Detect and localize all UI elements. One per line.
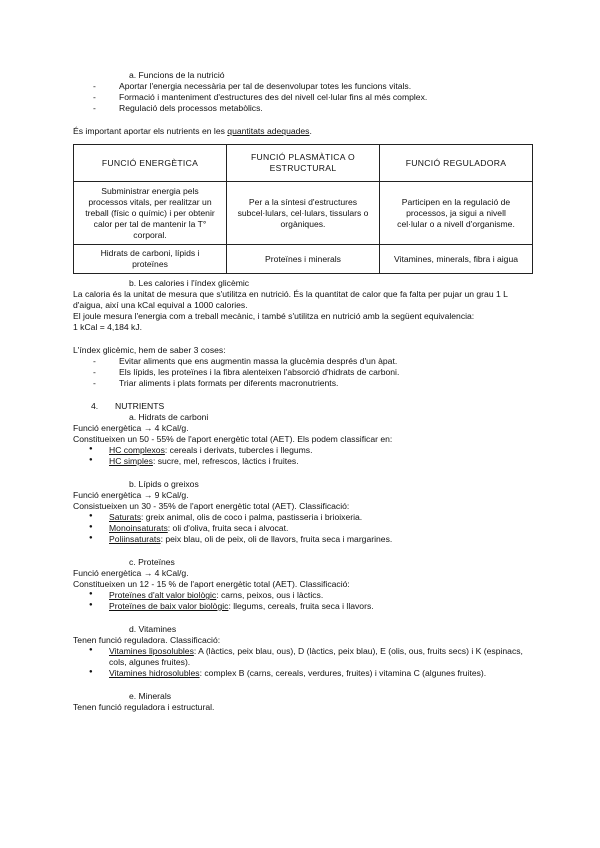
list-item: - Triar aliments i plats formats per diferents macronutrients. — [73, 378, 533, 389]
minerals-title: e. Minerals — [129, 691, 172, 701]
minerals-function: Tenen funció reguladora i estructural. — [73, 702, 215, 712]
table-cell: Subministrar energia pels processos vitals, per realitzar un treball (físic o químic) i per obtenir calor per tal de mantenir la T° corporal. — [74, 182, 227, 245]
functions-table — [73, 144, 533, 274]
carbs-function: Funció energètica → 4 kCal/g. — [73, 423, 189, 433]
table-header: FUNCIÓ PLASMÀTICA O ESTRUCTURAL — [227, 145, 380, 182]
nutrition-functions-list — [73, 81, 533, 114]
proteins-aet: Constitueixen un 12 - 15 % de l'aport energètic total (AET). Classificació: — [73, 579, 350, 589]
joule-paragraph: El joule mesura l'energia com a treball mecànic, i també s'utilitza en nutrició amb la següent equivalencia: — [73, 311, 475, 321]
calorie-paragraph: La caloria és la unitat de mesura que s'utilitza en nutrició. És la quantitat de calor que fa falta per pujar un grau 1 L d'aigua, així una kCal equival a 1000 calories. — [73, 289, 508, 310]
table-header: FUNCIÓ ENERGÈTICA — [74, 145, 227, 182]
table-cell: Vitamines, minerals, fibra i aigua — [380, 245, 533, 274]
vitamins-title: d. Vitamines — [129, 624, 177, 634]
table-cell: Proteïnes i minerals — [227, 245, 380, 274]
list-item: ● Saturats: greix animal, olis de coco i palma, pastisseria i brioixeria. — [73, 512, 533, 523]
quantities-link: quantitats adequades — [227, 126, 310, 136]
gi-list — [73, 356, 533, 389]
table-cell: Hidrats de carboni, lípids i proteïnes — [74, 245, 227, 274]
table-header: FUNCIÓ REGULADORA — [380, 145, 533, 182]
list-item: ● Vitamines liposolubles: A (làctics, peix blau, ous), D (làctics, peix blau), E (olis, ous, fruits secs) i K (espinacs, cols, algunes fruites). — [73, 646, 533, 668]
list-item: ● Proteïnes d'alt valor biològic: carns, peixos, ous i làctics. — [73, 590, 533, 601]
list-item: - Formació i manteniment d'estructures des del nivell cel·lular fins al més complex. — [73, 92, 533, 103]
lipids-title: b. Lípids o greixos — [129, 479, 199, 489]
proteins-title: c. Proteïnes — [129, 557, 175, 567]
list-item: - Els lípids, les proteïnes i la fibra alenteixen l'absorció d'hidrats de carboni. — [73, 367, 533, 378]
list-item: ● Proteïnes de baix valor biològic: llegums, cereals, fruita seca i llavors. — [73, 601, 533, 612]
table-cell: Participen en la regulació de processos, ja sigui a nivell cel·lular o a nivell d'organisme. — [380, 182, 533, 245]
document-page — [73, 70, 533, 713]
list-item: - Regulació dels processos metabòlics. — [73, 103, 533, 114]
section-b-title: b. Les calories i l'índex glicèmic — [129, 278, 250, 288]
section-a-title: a. Funcions de la nutrició — [129, 70, 225, 80]
table-cell: Per a la síntesi d'estructures subcel·lulars, cel·lulars, tissulars o orgàniques. — [227, 182, 380, 245]
proteins-function: Funció energètica → 4 kCal/g. — [73, 568, 189, 578]
list-item: ● HC complexos: cereals i derivats, tubercles i llegums. — [73, 445, 533, 456]
carbs-title: a. Hidrats de carboni — [129, 412, 209, 422]
section-4-heading: 4. NUTRIENTS — [91, 401, 165, 411]
carbs-aet: Constitueixen un 50 - 55% de l'aport energètic total (AET). Els podem classificar en: — [73, 434, 393, 444]
list-item: ● HC simples: sucre, mel, refrescos, làctics i fruites. — [73, 456, 533, 467]
list-item: - Evitar aliments que ens augmentin massa la glucèmia després d'un àpat. — [73, 356, 533, 367]
list-item: ● Poliinsaturats: peix blau, oli de peix, oli de llavors, fruita seca i margarines. — [73, 534, 533, 545]
list-item: - Aportar l'energia necessària per tal de desenvolupar totes les funcions vitals. — [73, 81, 533, 92]
gi-intro: L'índex glicèmic, hem de saber 3 coses: — [73, 345, 226, 355]
equivalence-line: 1 kCal = 4,184 kJ. — [73, 322, 143, 332]
lipids-aet: Consistueixen un 30 - 35% de l'aport energètic total (AET). Classificació: — [73, 501, 350, 511]
vitamins-function: Tenen funció reguladora. Classificació: — [73, 635, 221, 645]
important-note: És important aportar els nutrients en les quantitats adequades. — [73, 126, 312, 136]
lipids-function: Funció energètica → 9 kCal/g. — [73, 490, 189, 500]
list-item: ● Monoinsaturats: oli d'oliva, fruita seca i alvocat. — [73, 523, 533, 534]
list-item: ● Vitamines hidrosolubles: complex B (carns, cereals, verdures, fruites) i vitamina C (algunes fruites). — [73, 668, 533, 679]
